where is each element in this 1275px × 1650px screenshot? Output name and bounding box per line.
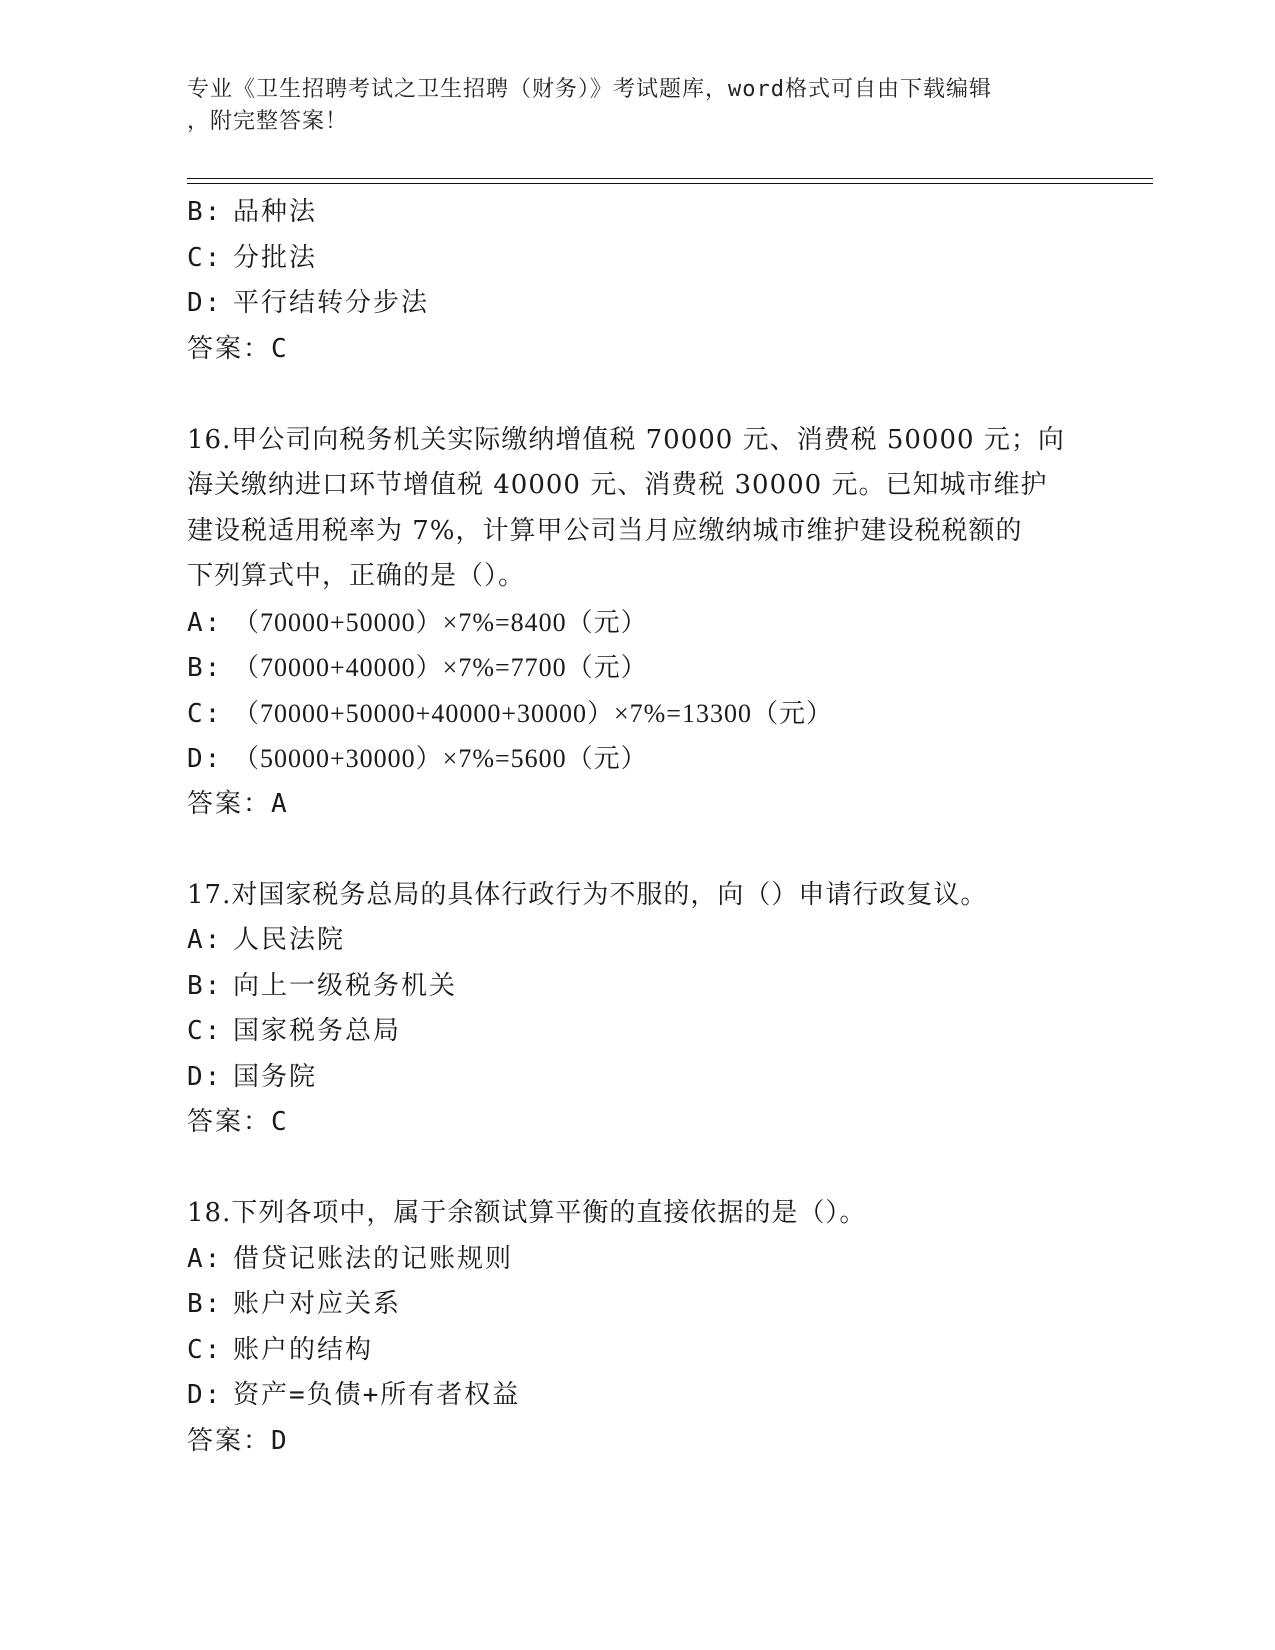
header-divider-secondary: [187, 183, 1153, 184]
option-c: [187, 1009, 1087, 1055]
answer-line: [187, 327, 1087, 373]
option-letter: C:: [187, 1016, 223, 1046]
option-letter: C:: [187, 1334, 223, 1365]
question-text-line: 下列算式中，正确的是（）。: [187, 561, 526, 591]
option-c: [187, 691, 1087, 737]
option-d: [187, 1055, 1087, 1101]
answer-value: D: [271, 1425, 289, 1456]
option-b: [187, 1282, 1087, 1328]
answer-value: A: [271, 788, 289, 819]
option-text: （50000+30000）×7%=5600（元）: [233, 744, 648, 773]
question-17: [187, 873, 1087, 1146]
answer-label: 答案：: [187, 788, 272, 819]
option-text: 向上一级税务机关: [233, 970, 458, 1001]
option-text: 借贷记账法的记账规则: [233, 1243, 514, 1274]
answer-value: C: [271, 333, 289, 364]
answer-line: [187, 1100, 1087, 1146]
option-text: 分批法: [233, 242, 318, 273]
question-15: [187, 190, 1087, 372]
option-a: [187, 1237, 1087, 1283]
option-text: 资产=负债+所有者权益: [233, 1380, 521, 1410]
answer-value: C: [271, 1107, 289, 1137]
option-letter: D:: [187, 744, 223, 774]
question-text-line: 18.下列各项中，属于余额试算平衡的直接依据的是（）。: [187, 1198, 867, 1228]
question-text-line: 海关缴纳进口环节增值税 40000 元、消费税 30000 元。已知城市维护: [187, 470, 1048, 500]
option-d: [187, 736, 1087, 782]
question-16: [187, 418, 1087, 828]
answer-label: 答案：: [187, 333, 272, 364]
header-line-1: 专业《卫生招聘考试之卫生招聘（财务）》考试题库，word格式可自由下载编辑: [187, 77, 992, 102]
option-text: （70000+40000）×7%=7700（元）: [233, 653, 648, 682]
question-18: [187, 1191, 1087, 1464]
document-body: [187, 190, 1087, 1464]
answer-label: 答案：: [187, 1107, 272, 1137]
spacer: [187, 1146, 1087, 1192]
option-letter: D:: [187, 288, 223, 318]
option-text: 账户对应关系: [233, 1289, 402, 1319]
question-text-line: 建设税适用税率为 7%，计算甲公司当月应缴纳城市维护建设税税额的: [187, 515, 1023, 546]
question-text-line: 16.甲公司向税务机关实际缴纳增值税 70000 元、消费税 50000 元；向: [187, 424, 1065, 455]
spacer: [187, 827, 1087, 873]
option-a: [187, 918, 1087, 964]
option-b: [187, 645, 1087, 691]
option-letter: B:: [187, 970, 223, 1001]
option-c: [187, 236, 1087, 282]
option-letter: D:: [187, 1380, 223, 1410]
answer-line: [187, 1419, 1087, 1465]
option-b: [187, 190, 1087, 236]
option-d: [187, 281, 1087, 327]
spacer: [187, 372, 1087, 418]
option-d: [187, 1373, 1087, 1419]
header-divider: [187, 178, 1153, 179]
page-header: [187, 74, 1087, 138]
option-text: （70000+50000+40000+30000）×7%=13300（元）: [233, 698, 833, 728]
option-letter: B:: [187, 653, 223, 683]
option-text: 人民法院: [233, 925, 346, 955]
option-letter: B:: [187, 1289, 223, 1319]
header-line-2: ，附完整答案！: [187, 109, 349, 134]
option-text: 国家税务总局: [233, 1016, 402, 1046]
option-a: [187, 600, 1087, 646]
option-letter: C:: [187, 242, 223, 273]
answer-line: [187, 782, 1087, 828]
option-letter: B:: [187, 197, 223, 227]
option-text: 国务院: [233, 1061, 318, 1092]
option-text: 品种法: [233, 197, 318, 227]
option-text: 账户的结构: [233, 1334, 374, 1365]
option-c: [187, 1328, 1087, 1374]
option-letter: A:: [187, 925, 223, 955]
option-b: [187, 964, 1087, 1010]
answer-label: 答案：: [187, 1425, 272, 1456]
option-letter: A:: [187, 1243, 223, 1274]
option-letter: A:: [187, 607, 223, 638]
question-text-line: 17.对国家税务总局的具体行政行为不服的，向（）申请行政复议。: [187, 879, 988, 910]
option-text: （70000+50000）×7%=8400（元）: [233, 607, 648, 637]
option-letter: C:: [187, 698, 223, 729]
option-letter: D:: [187, 1061, 223, 1092]
option-text: 平行结转分步法: [233, 288, 430, 318]
